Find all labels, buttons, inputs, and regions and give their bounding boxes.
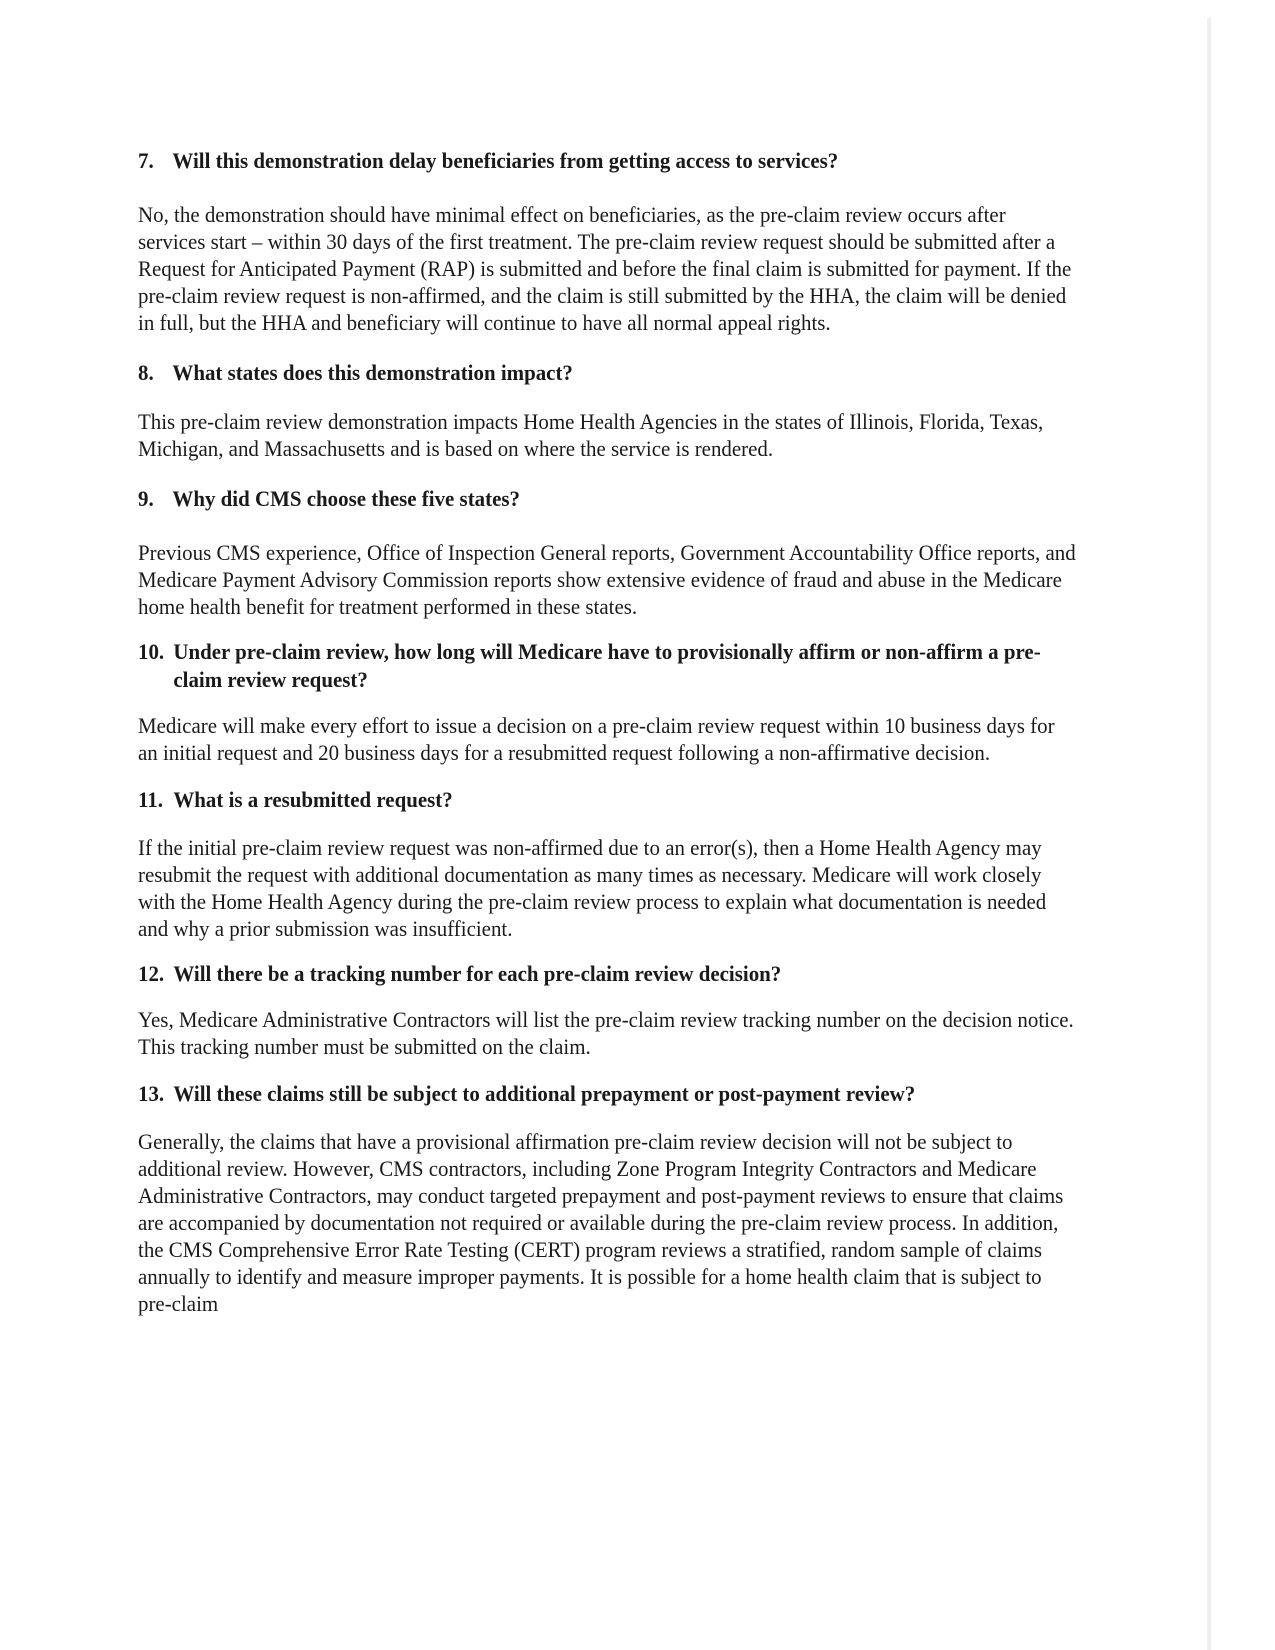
faq-item-7 <box>138 147 1078 336</box>
question-heading <box>138 147 1077 175</box>
question-number: 9. <box>138 486 154 511</box>
question-number: 13. <box>138 1081 165 1106</box>
answer-paragraph: Previous CMS experience, Office of Inspection General reports, Government Accountability Office reports, and Medicare Payment Advisory Commission reports show extensive evidence of fraud and abuse in the Medicare home health benefit for treatment performed in these states. <box>138 540 1076 619</box>
answer-paragraph: Generally, the claims that have a provisional affirmation pre-claim review decision will not be subject to additional review. However, CMS contractors, including Zone Program Integrity Contractors and Medicare Administrative Contractors, may conduct targeted prepayment and post-payment reviews to ensure that claims are accompanied by documentation not required or available during the pre-claim review process. In addition, the CMS Comprehensive Error Rate Testing (CERT) program reviews a stratified, random sample of claims annually to identify and measure improper payments. It is possible for a home health claim that is subject to pre-claim <box>138 1129 1064 1316</box>
question-heading <box>138 960 1077 988</box>
question-heading <box>138 359 1077 387</box>
faq-document <box>138 147 1078 1317</box>
question-heading <box>138 638 1077 694</box>
question-number: 11. <box>138 787 164 812</box>
question-text: Will this demonstration delay beneficiaries from getting access to services? <box>172 148 839 173</box>
question-text: Will these claims still be subject to additional prepayment or post-payment review? <box>173 1081 916 1106</box>
question-number: 12. <box>138 961 165 986</box>
faq-item-11 <box>138 786 1078 942</box>
question-number: 8. <box>138 360 154 385</box>
question-text: Why did CMS choose these five states? <box>172 486 520 511</box>
faq-item-8 <box>138 359 1078 462</box>
faq-item-12 <box>138 960 1078 1060</box>
scanned-page-edge <box>1207 18 1211 1650</box>
faq-item-10 <box>138 638 1078 766</box>
question-number: 10. <box>138 639 165 664</box>
question-text: Under pre-claim review, how long will Medicare have to provisionally affirm or non-affirm a pre-claim review request? <box>173 639 1041 692</box>
question-heading <box>138 1080 1077 1108</box>
question-text: Will there be a tracking number for each pre-claim review decision? <box>173 961 782 986</box>
question-number: 7. <box>138 148 154 173</box>
question-heading <box>138 485 1077 513</box>
question-text: What states does this demonstration impact? <box>172 360 573 385</box>
answer-paragraph: Yes, Medicare Administrative Contractors will list the pre-claim review tracking number on the decision notice. This tracking number must be submitted on the claim. <box>138 1007 1074 1059</box>
answer-paragraph: This pre-claim review demonstration impacts Home Health Agencies in the states of Illinois, Florida, Texas, Michigan, and Massachusetts and is based on where the service is rendered. <box>138 409 1044 461</box>
question-text: What is a resubmitted request? <box>173 787 453 812</box>
answer-paragraph: If the initial pre-claim review request was non-affirmed due to an error(s), then a Home Health Agency may resubmit the request with additional documentation as many times as necessary. Medicare will work closely with the Home Health Agency during the pre-claim review process to explain what documentation is needed and why a prior submission was insufficient. <box>138 835 1047 941</box>
answer-paragraph: Medicare will make every effort to issue a decision on a pre-claim review request within 10 business days for an initial request and 20 business days for a resubmitted request following a non-affirmative decision. <box>138 713 1055 765</box>
answer-paragraph: No, the demonstration should have minimal effect on beneficiaries, as the pre-claim review occurs after services start – within 30 days of the first treatment. The pre-claim review request should be submitted after a Request for Anticipated Payment (RAP) is submitted and before the final claim is submitted for payment. If the pre-claim review request is non-affirmed, and the claim is still submitted by the HHA, the claim will be denied in full, but the HHA and beneficiary will continue to have all normal appeal rights. <box>138 202 1072 335</box>
question-heading <box>138 786 1077 814</box>
faq-item-13 <box>138 1080 1078 1317</box>
faq-item-9 <box>138 485 1078 620</box>
